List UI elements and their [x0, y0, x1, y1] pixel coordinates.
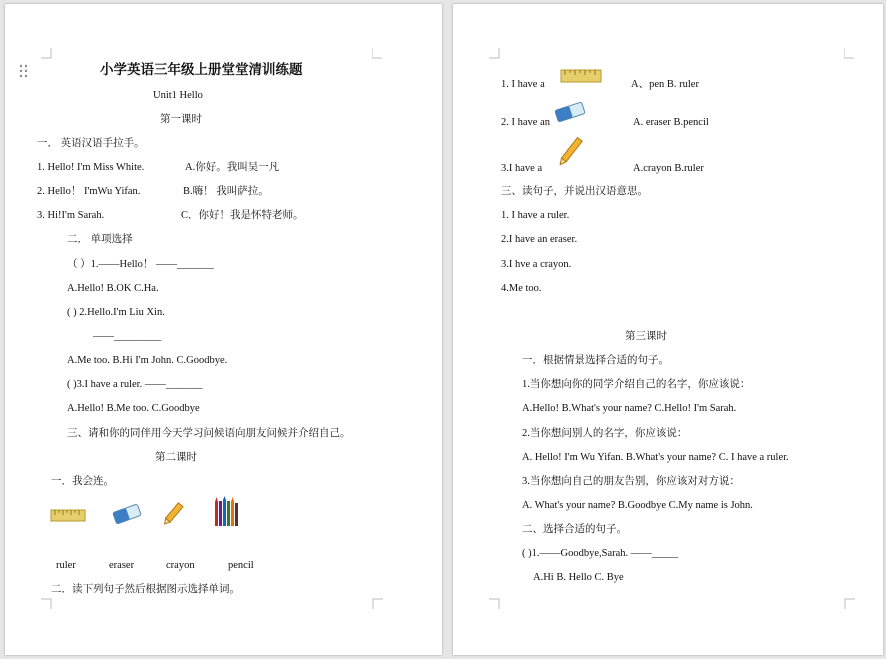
word-crayon: crayon: [166, 560, 195, 571]
lesson-3-heading: 第三课时: [625, 331, 667, 342]
section-choice-heading: 二． 单项选择: [67, 234, 133, 245]
crop-mark-bottom-right: [844, 598, 855, 609]
situation-question-1-options: A.Hello! B.What's your name? C.Hello! I'm Sarah.: [522, 403, 737, 414]
crop-mark-top-left: [41, 48, 52, 59]
situation-question-2: 2.当你想问别人的名字，你应该说：: [522, 428, 688, 439]
question-1: （ ）1.——Hello！ ——_______: [67, 259, 214, 270]
picture-question-2-options: A. eraser B.pencil: [633, 117, 709, 128]
crop-mark-top-right: [372, 48, 383, 59]
section-choose-word: 二．读下列句子然后根据图示选择单词。: [51, 584, 240, 595]
crayon-icon: [555, 134, 585, 170]
sentence-4: 4.Me too.: [501, 283, 542, 294]
pencils-icon: [213, 496, 241, 528]
page-title: 小学英语三年级上册堂堂清训练题: [100, 62, 303, 77]
crop-mark-top-left: [489, 48, 500, 59]
question-3: ( )3.I have a ruler. ——_______: [67, 379, 203, 390]
word-eraser: eraser: [109, 560, 135, 571]
situation-question-1: 1.当你想向你的同学介绍自己的名字，你应该说：: [522, 379, 751, 390]
lesson-1-heading: 第一课时: [160, 114, 202, 125]
situation-question-3-options: A. What's your name? B.Goodbye C.My name is John.: [522, 500, 753, 511]
document-page-2: [453, 4, 883, 655]
match-en-3: 3. Hi!I'm Sarah.: [37, 210, 105, 221]
picture-question-3-options: A.crayon B.ruler: [633, 163, 704, 174]
crop-mark-bottom-right: [372, 598, 383, 609]
match-cn-2: B.嗨！ 我叫萨拉。: [183, 186, 269, 197]
question-2-blank: ——_________: [93, 331, 162, 342]
section-situation-heading: 一．根据情景选择合适的句子。: [522, 355, 669, 366]
match-cn-1: A.你好。我叫吴一凡: [185, 162, 280, 173]
sentence-2: 2.I have an eraser.: [501, 234, 578, 245]
ruler-icon: [50, 507, 86, 525]
situation-question-2-options: A. Hello! I'm Wu Yifan. B.What's your name? C. I have a ruler.: [522, 452, 789, 463]
select-question-1-options: A.Hi B. Hello C. Bye: [533, 572, 624, 583]
eraser-icon: [553, 100, 587, 124]
document-page-1: [5, 4, 442, 655]
unit-subtitle: Unit1 Hello: [153, 90, 203, 101]
table-move-handle-icon[interactable]: [19, 64, 29, 78]
question-1-options: A.Hello! B.OK C.Ha.: [67, 283, 159, 294]
word-ruler: ruler: [56, 560, 76, 571]
crop-mark-bottom-left: [489, 598, 500, 609]
word-pencil: pencil: [228, 560, 254, 571]
picture-question-1-options: A、pen B. ruler: [631, 79, 699, 90]
eraser-icon: [111, 503, 143, 525]
section-connect-heading: 一．我会连。: [51, 476, 114, 487]
picture-question-2: 2. I have an: [501, 117, 550, 128]
question-3-options: A.Hello! B.Me too. C.Goodbye: [67, 403, 200, 414]
select-question-1: ( )1.——Goodbye,Sarah. ——_____: [522, 548, 679, 559]
picture-question-1: 1. I have a: [501, 79, 545, 90]
crayon-icon: [161, 500, 185, 528]
ruler-icon: [560, 64, 602, 88]
sentence-3: 3.I hve a crayon.: [501, 259, 572, 270]
question-2: ( ) 2.Hello.I'm Liu Xin.: [67, 307, 165, 318]
picture-question-3: 3.I have a: [501, 163, 543, 174]
sentence-1: 1. I have a ruler.: [501, 210, 570, 221]
match-cn-3: C．你好！我是怀特老师。: [181, 210, 304, 221]
crop-mark-bottom-left: [41, 598, 52, 609]
match-en-1: 1. Hello! I'm Miss White.: [37, 162, 145, 173]
match-en-2: 2. Hello！ I'mWu Yifan.: [37, 186, 141, 197]
crop-mark-top-right: [844, 48, 855, 59]
question-2-options: A.Me too. B.Hi I'm John. C.Goodbye.: [67, 355, 228, 366]
section-greeting-task: 三、请和你的同伴用今天学习问候语向朋友问候并介绍自己。: [67, 428, 351, 439]
section-match-heading: 一． 英语汉语手拉手。: [37, 138, 145, 149]
section-select-heading: 二、选择合适的句子。: [522, 524, 627, 535]
section-translate-heading: 三、读句子，并说出汉语意思。: [501, 186, 648, 197]
situation-question-3: 3.当你想向自己的朋友告别，你应该对对方说：: [522, 476, 740, 487]
lesson-2-heading: 第二课时: [155, 452, 197, 463]
